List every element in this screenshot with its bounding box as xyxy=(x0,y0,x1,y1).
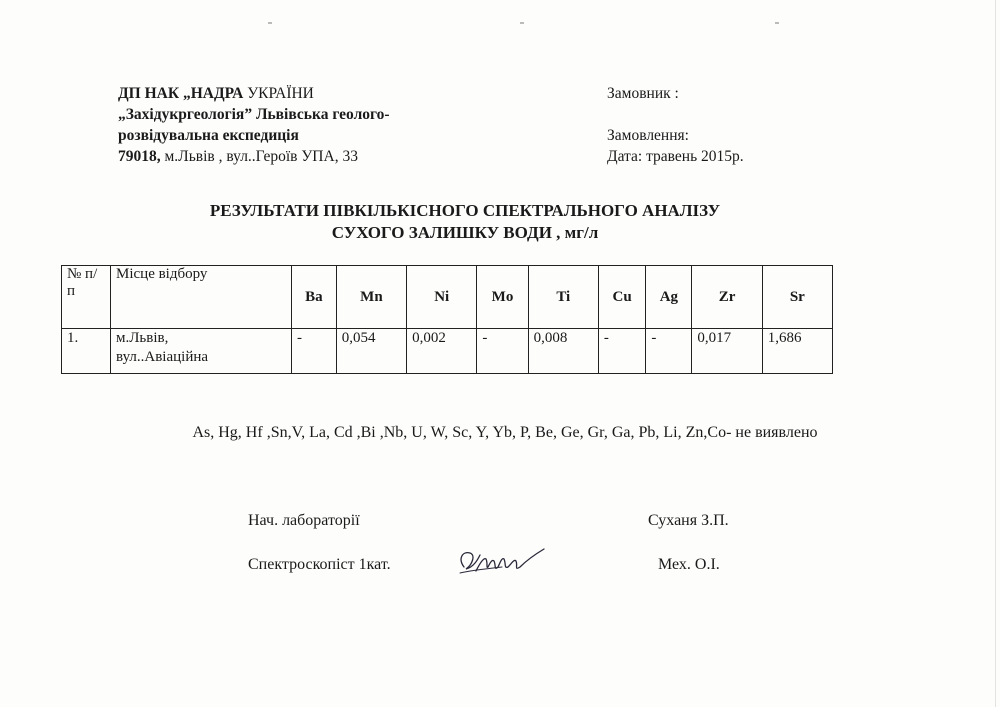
value-cell: - xyxy=(477,329,528,374)
place-line-2: вул..Авіаційна xyxy=(116,349,209,365)
org-address: 79018, м.Львів , вул..Героїв УПА, 33 xyxy=(118,148,358,165)
value-cell: 0,008 xyxy=(528,329,598,374)
org-line-3: розвідувальна експедиція xyxy=(118,127,299,144)
spectroscopist-role: Спектроскопіст 1кат. xyxy=(248,556,391,573)
value-cell: - xyxy=(646,329,692,374)
row-num: 1. xyxy=(62,329,111,374)
scan-speck xyxy=(268,22,272,24)
value-cell: 1,686 xyxy=(762,329,832,374)
title-line-1: РЕЗУЛЬТАТИ ПІВКІЛЬКІСНОГО СПЕКТРАЛЬНОГО АНАЛІЗУ xyxy=(209,201,721,220)
value-cell: 0,002 xyxy=(407,329,477,374)
table-header-row xyxy=(62,266,833,329)
customer-label: Замовник : xyxy=(607,85,679,102)
value-cell: 0,054 xyxy=(336,329,406,374)
scan-speck xyxy=(520,22,524,24)
element-header: Cu xyxy=(598,266,645,329)
element-header: Mn xyxy=(336,266,406,329)
element-header: Ba xyxy=(292,266,337,329)
element-header: Zr xyxy=(692,266,762,329)
element-header: Mo xyxy=(477,266,528,329)
title-line-2: СУХОГО ЗАЛИШКУ ВОДИ , мг/л xyxy=(331,223,599,242)
order-label: Замовлення: xyxy=(607,127,689,144)
org-line-1: ДП НАК „НАДРА УКРАЇНИ xyxy=(118,85,314,102)
lab-head-name: Суханя З.П. xyxy=(648,512,729,529)
element-header: Ti xyxy=(528,266,598,329)
spectroscopist-name: Мех. О.І. xyxy=(658,556,720,573)
element-header: Sr xyxy=(762,266,832,329)
value-cell: 0,017 xyxy=(692,329,762,374)
document-title xyxy=(0,200,1000,244)
table-row xyxy=(62,329,833,374)
page-edge xyxy=(995,0,996,707)
element-header: Ag xyxy=(646,266,692,329)
not-detected-note: As, Hg, Hf ,Sn,V, La, Cd ,Bi ,Nb, U, W, Sc, Y, Yb, P, Be, Ge, Gr, Ga, Pb, Li, Zn,Co- не виявлено xyxy=(192,424,818,441)
handwritten-signature xyxy=(454,545,546,579)
results-table xyxy=(61,265,833,374)
date-label: Дата: травень 2015р. xyxy=(607,148,744,165)
place-line-1: м.Львів, xyxy=(116,330,169,346)
place-header: Місце відбору xyxy=(111,266,292,329)
value-cell: - xyxy=(292,329,337,374)
value-cell: - xyxy=(598,329,645,374)
element-header: Ni xyxy=(407,266,477,329)
lab-head-role: Нач. лабораторії xyxy=(248,512,360,529)
org-line-2: „Західукргеологія” Львівська геолого- xyxy=(118,106,390,123)
num-header: № п/п xyxy=(62,266,111,329)
organization-block xyxy=(118,83,390,167)
row-place xyxy=(111,329,292,374)
scan-speck xyxy=(775,22,779,24)
